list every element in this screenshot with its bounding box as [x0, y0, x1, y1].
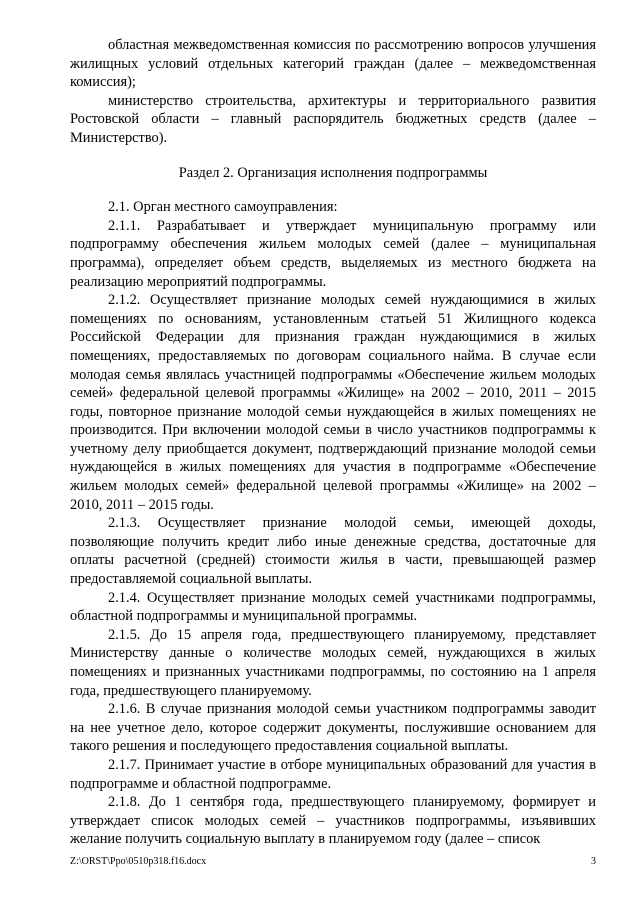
paragraph-2-1-6: 2.1.6. В случае признания молодой семьи участником подпрограммы заводит на нее учетное дело, которое содержит документы, послужившие основанием для такого решения и последующего предоставления социальной выплаты. [70, 701, 596, 755]
paragraph-2-1-2: 2.1.2. Осуществляет признание молодых семей нуждающимися в жилых помещениях по основаниям, установленным статьей 51 Жилищного кодекса Российской Федерации для признания граждан нуждающимися в жилых помещениях, предоставляемых по договорам социального найма. В случае если молодая семья являлась участницей подпрограммы «Обеспечение жильем молодых семей» федеральной целевой программы «Жилище» на 2002 – 2010, 2011 – 2015 годы, повторное признание молодой семьи нуждающейся в жилых помещениях не производится. При включении молодой семьи в число участников подпрограммы к учетному делу приобщается документ, подтверждающий признание молодой семьи нуждающейся в жилых помещениях для участия в подпрограмме «Обеспечение жильем молодых семей» федеральной целевой программы «Жилище» на 2002 – 2010, 2011 – 2015 годы. [70, 292, 596, 513]
paragraph-2-1-1: 2.1.1. Разрабатывает и утверждает муниципальную программу или подпрограмму обеспечения жильем молодых семей (далее – муниципальная программа), определяет объем средств, выделяемых из местного бюджета на реализацию мероприятий подпрограммы. [70, 217, 596, 290]
paragraph-2-1-7: 2.1.7. Принимает участие в отборе муниципальных образований для участия в подпрограмме и областной подпрограмме. [70, 756, 596, 792]
paragraph-2-1-5: 2.1.5. До 15 апреля года, предшествующего планируемому, представляет Министерству данные о количестве молодых семей, нуждающихся в жилых помещениях и признанных участниками подпрограммы, по состоянию на 1 апреля года, предшествующего планируемому. [70, 626, 596, 699]
paragraph-ministry: министерство строительства, архитектуры и территориального развития Ростовской области – главный распорядитель бюджетных средств (далее – Министерство). [70, 92, 596, 146]
paragraph-2-1-4: 2.1.4. Осуществляет признание молодых семей участниками подпрограммы, областной подпрограммы и муниципальной программы. [70, 589, 596, 625]
paragraph-2-1-8: 2.1.8. До 1 сентября года, предшествующего планируемому, формирует и утверждает список молодых семей – участников подпрограммы, изъявивших желание получить социальную выплату в планируемом году (далее – список [70, 794, 596, 848]
paragraph-commission: областная межведомственная комиссия по рассмотрению вопросов улучшения жилищных условий отдельных категорий граждан (далее – межведомственная комиссия); [70, 37, 596, 91]
footer-page-number: 3 [591, 856, 596, 867]
footer-file-path: Z:\ORST\Ppo\0510p318.f16.docx [70, 856, 207, 867]
paragraph-2-1: 2.1. Орган местного самоуправления: [108, 199, 338, 216]
document-page [70, 36, 596, 849]
paragraph-2-1-3: 2.1.3. Осуществляет признание молодой семьи, имеющей доходы, позволяющие получить кредит либо иные денежные средства, достаточные для оплаты расчетной (средней) стоимости жилья в части, превышающей размер предоставляемой социальной выплаты. [70, 515, 596, 588]
section-title: Раздел 2. Организация исполнения подпрограммы [178, 164, 488, 181]
